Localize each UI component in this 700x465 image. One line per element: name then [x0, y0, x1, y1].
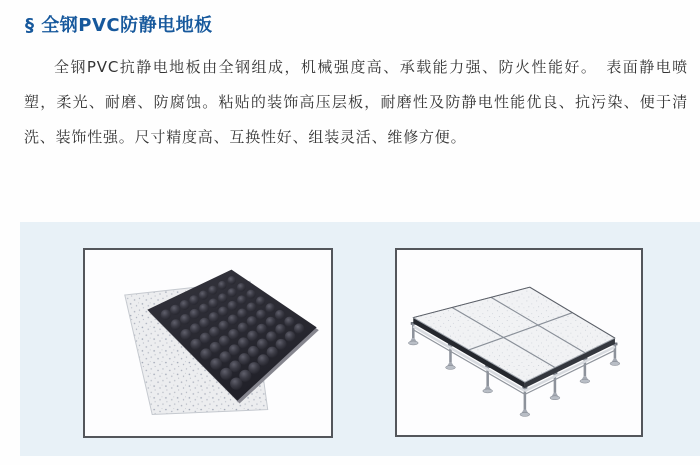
floor-panel-illustration [85, 250, 331, 436]
page-title: § 全钢PVC防静电地板 [25, 15, 213, 36]
product-gallery [20, 222, 700, 456]
intro-paragraph: 全钢PVC抗静电地板由全钢组成，机械强度高、承载能力强、防火性能好。 表面静电喷塑，柔光、耐磨、防腐蚀。粘贴的装饰高压层板，耐磨性及防静电性能优良、抗污染、便于清洗、装饰性强。尺寸精度高、互换性好、组装灵活、维修方便。 [24, 58, 688, 146]
image-floor-panel [83, 248, 333, 438]
pedestal-leg [610, 343, 620, 366]
pedestal-leg [520, 387, 530, 417]
floor-assembly-illustration [397, 250, 641, 435]
image-floor-assembly [395, 248, 643, 437]
